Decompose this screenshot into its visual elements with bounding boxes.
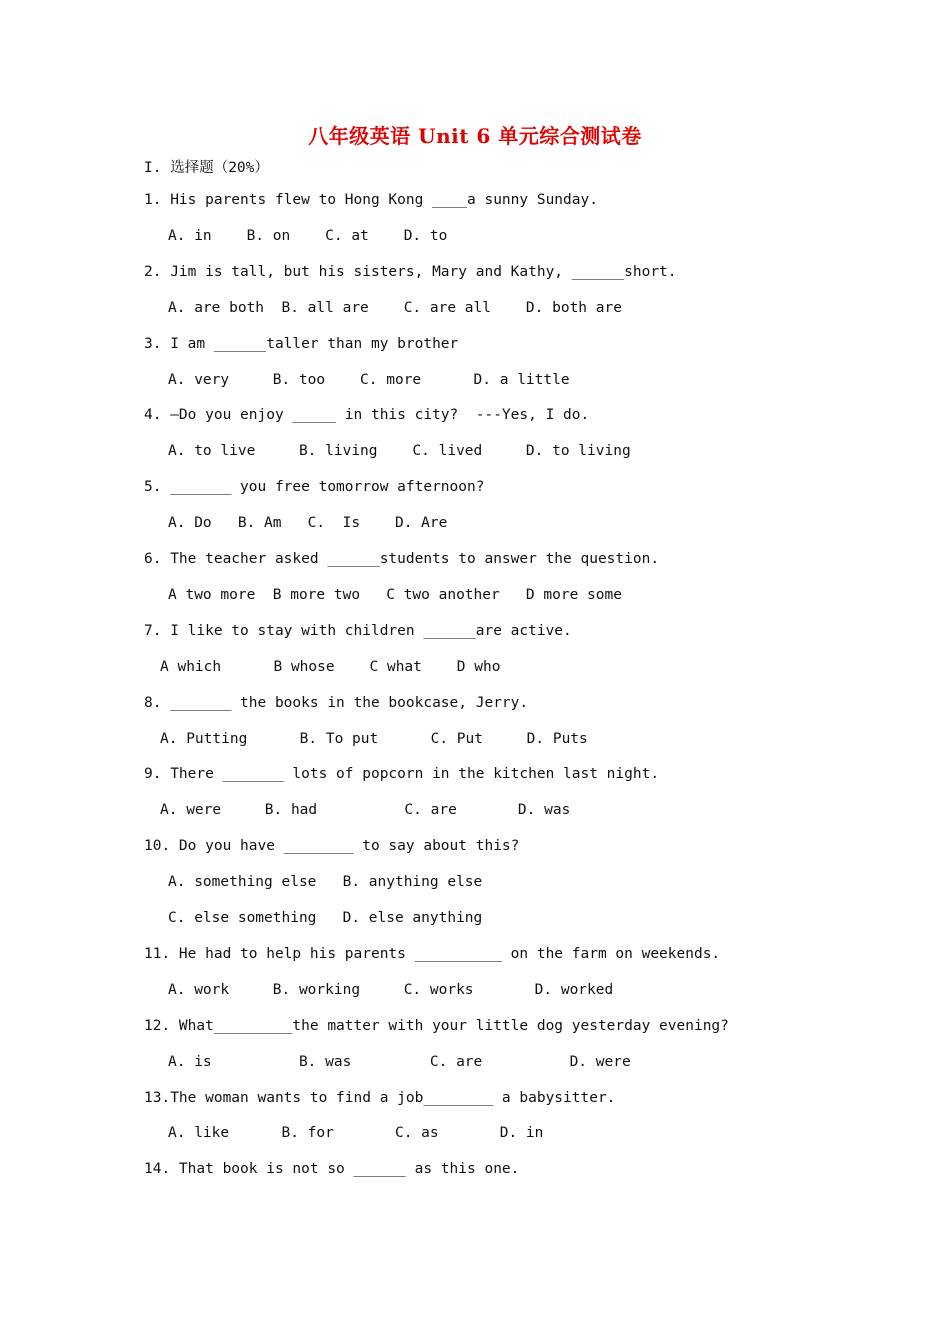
question-stem: 11. He had to help his parents __________ on the farm on weekends. <box>144 945 721 962</box>
answer-options: A. Putting B. To put C. Put D. Puts <box>160 730 588 747</box>
question-stem: 2. Jim is tall, but his sisters, Mary and Kathy, ______short. <box>144 263 677 280</box>
answer-options: A which B whose C what D who <box>160 658 501 675</box>
section-heading: I. 选择题（20%） <box>144 160 269 176</box>
page-title: 八年级英语 Unit 6 单元综合测试卷 <box>308 124 642 148</box>
answer-options: A. to live B. living C. lived D. to living <box>168 443 631 460</box>
answer-options: A. work B. working C. works D. worked <box>168 981 614 998</box>
question-stem: 3. I am ______taller than my brother <box>144 335 459 352</box>
question-stem: 1. His parents flew to Hong Kong ____a sunny Sunday. <box>144 192 598 208</box>
answer-options: A. in B. on C. at D. to <box>168 227 448 244</box>
question-stem: 12. What_________the matter with your little dog yesterday evening? <box>144 1017 729 1034</box>
question-stem: 13.The woman wants to find a job________ a babysitter. <box>144 1089 616 1106</box>
answer-options: A. very B. too C. more D. a little <box>168 371 570 388</box>
question-stem: 5. _______ you free tomorrow afternoon? <box>144 479 485 496</box>
answer-options: A. like B. for C. as D. in <box>168 1125 544 1142</box>
question-stem: 14. That book is not so ______ as this one. <box>144 1161 520 1178</box>
answer-options: A two more B more two C two another D more some <box>168 586 622 603</box>
answer-options: A. is B. was C. are D. were <box>168 1053 631 1070</box>
question-stem: 6. The teacher asked ______students to answer the question. <box>144 551 660 567</box>
answer-options: A. are both B. all are C. are all D. both are <box>168 299 622 316</box>
question-stem: 8. _______ the books in the bookcase, Jerry. <box>144 694 529 711</box>
answer-options: A. something else B. anything else <box>168 874 483 891</box>
question-stem: 4. –Do you enjoy _____ in this city? ---Yes, I do. <box>144 407 590 424</box>
question-stem: 7. I like to stay with children ______are active. <box>144 622 572 639</box>
answer-options: A. Do B. Am C. Is D. Are <box>168 515 448 532</box>
question-stem: 10. Do you have ________ to say about this? <box>144 838 520 855</box>
answer-options: A. were B. had C. are D. was <box>160 802 571 819</box>
question-stem: 9. There _______ lots of popcorn in the kitchen last night. <box>144 766 660 783</box>
answer-options: C. else something D. else anything <box>168 910 483 926</box>
